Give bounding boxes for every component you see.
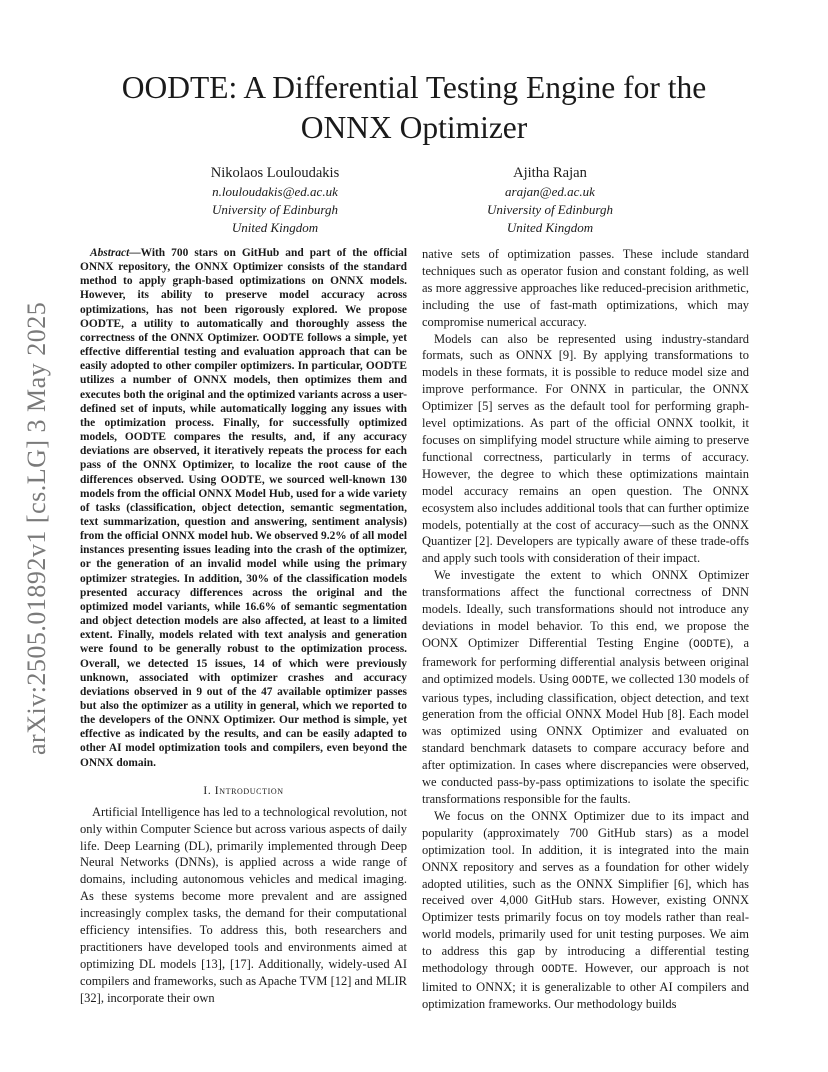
author-country: United Kingdom — [506, 220, 594, 235]
author-email[interactable]: n.louloudakis@ed.ac.uk — [212, 184, 338, 199]
paragraph — [422, 567, 749, 808]
author-email[interactable]: arajan@ed.ac.uk — [505, 184, 595, 199]
author-affiliation: University of Edinburgh — [487, 202, 613, 217]
title-line-1: OODTE: A Differential Testing Engine for the — [121, 70, 707, 105]
author-block-1 — [145, 164, 405, 237]
author-block-2 — [420, 164, 680, 237]
paragraph: Artificial Intelligence has led to a technological revolution, not only within Computer Science but across various aspects of daily life. Deep Learning (DL), primarily implemented through Deep Neural Networks (DNNs), is applied across a wide range of domains, including autonomous vehicles and medical imaging. As these systems become more prevalent and are assigned increasingly complex tasks, the demand for their computational efficiency intensifies. To address this, both researchers and practitioners have developed tools and environments aimed at optimizing DL models [13], [17]. Additionally, widely-used AI compilers and frameworks, such as Apache TVM [12] and MLIR [32], incorporate their own — [80, 804, 407, 1005]
text-run: ), a framework for performing differential analysis between original and optimized models. Using — [422, 635, 749, 686]
arxiv-identifier: arXiv:2505.01892v1 [cs.LG] 3 May 2025 — [22, 301, 51, 755]
author-affiliation: University of Edinburgh — [212, 202, 338, 217]
author-country: United Kingdom — [231, 220, 319, 235]
paper-title — [80, 68, 748, 148]
text-run: We investigate the extent to which ONNX Optimizer transformations affect the functional correctness of DNN models. Ideally, such transformations should not introduce any deviations in model behavior. To this end, we propose the OONX Optimizer Differential Testing Engine ( — [422, 568, 749, 650]
code-token: OODTE — [693, 638, 727, 651]
paragraph — [422, 808, 749, 1013]
abstract-text: —With 700 stars on GitHub and part of the official ONNX repository, the ONNX Optimizer consists of the standard method to apply graph-based optimizations on ONNX models. However, its ability to preserve model accuracy across optimizations, has not been rigorously explored. We propose OODTE, a utility to automatically and thoroughly assess the correctness of the ONNX Optimizer. OODTE follows a simple, yet effective differential testing and evaluation approach that can be easily adopted to other compiler optimizers. In particular, OODTE utilizes a number of ONNX models, then optimizes them and executes both the original and the optimized variants across a user-defined set of inputs, while automatically logging any issues with the optimization process. Finally, for successfully optimized models, OODTE compares the results, and, if any accuracy deviations are observed, it iteratively repeats the process for each pass of the ONNX Optimizer, to localize the root cause of the differences observed. Using OODTE, we sourced well-known 130 models from the official ONNX Model Hub, used for a wide variety of tasks (classification, object detection, semantic segmentation, text summarization, question and answering, sentiment analysis) from the official ONNX model hub. We observed 9.2% of all model instances presenting issues leading into the crash of the optimizer, or the generation of an invalid model while using the primary optimizer strategies. In addition, 30% of the classification models presented accuracy differences across the original and the optimized model variants, while 16.6% of semantic segmentation and object detection models are also affected, at least to a limited extent. Finally, models related with text analysis and generation were found to be generally robust to the optimization process. Overall, we detected 15 issues, 14 of which were previously unknown, associated with optimizer crashes and accuracy deviations observed in 9 out of the 47 available optimizer passes but also the optimizer as a utility in general, which we reported to the developers of the ONNX Optimizer. Our method is simple, yet effective as indicated by the results, and can be easily adapted to other AI model optimization tools and compilers, even beyond the ONNX domain. — [80, 247, 407, 769]
paragraph: native sets of optimization passes. These include standard techniques such as operator fusion and constant folding, as well as more aggressive approaches like reduced-precision arithmetic, including the use of fast-math optimizations, which may compromise numerical accuracy. — [422, 247, 749, 329]
text-run: , we collected 130 models of various types, including classification, object detection, and text generation from the official ONNX Model Hub [8]. Each model was optimized using ONNX Optimizer and evaluated on standard benchmark datasets to compare accuracy before and after optimization. In cases where discrepancies were observed, we conducted pass-by-pass optimizations to isolate the specific transformations responsible for the faults. — [422, 671, 749, 806]
abstract-label: Abstract — [90, 247, 130, 259]
code-token: OODTE — [541, 964, 575, 977]
code-token: OODTE — [571, 674, 605, 687]
author-name: Ajitha Rajan — [513, 165, 587, 181]
right-column — [422, 246, 749, 1013]
title-line-2: ONNX Optimizer — [300, 110, 528, 145]
text-run: . However, our approach is not limited to ONNX; it is generalizable to other AI compilers and optimization frameworks. Our methodology builds — [422, 961, 750, 1011]
author-name: Nikolaos Louloudakis — [210, 165, 340, 181]
section-heading-introduction: I. Introduction — [203, 784, 284, 797]
paragraph: Models can also be represented using industry-standard formats, such as ONNX [9]. By applying transformations to models in these formats, it is possible to reduce model size and improve performance. For ONNX in particular, the ONNX Optimizer [5] serves as the default tool for performing graph-level optimizations. As part of the official ONNX toolkit, it focuses on simplifying model structure while aiming to preserve functional correctness, particularly in terms of accuracy. However, the degree to which these optimizations maintain model accuracy remains an open question. The ONNX ecosystem also includes additional tools that can further optimize models, potentially at the cost of accuracy—such as the ONNX Quantizer [2]. Developers are typically aware of these trade-offs and apply such tools with consideration of their impact. — [422, 331, 749, 566]
text-run: We focus on the ONNX Optimizer due to its impact and popularity (approximately 700 GitHub stars) as a model optimization tool. In addition, it is integrated into the main ONNX repository and serves as a foundation for other widely adopted utilities, such as the ONNX Simplifier [6], which has received over 4,000 GitHub stars. However, existing ONNX Optimizer tests primarily focus on toy models rather than real-world models, primarily used for unit testing purposes. We aim to address this gap by introducing a differential testing methodology through — [422, 808, 749, 976]
left-column — [80, 246, 407, 1007]
abstract — [80, 246, 407, 770]
